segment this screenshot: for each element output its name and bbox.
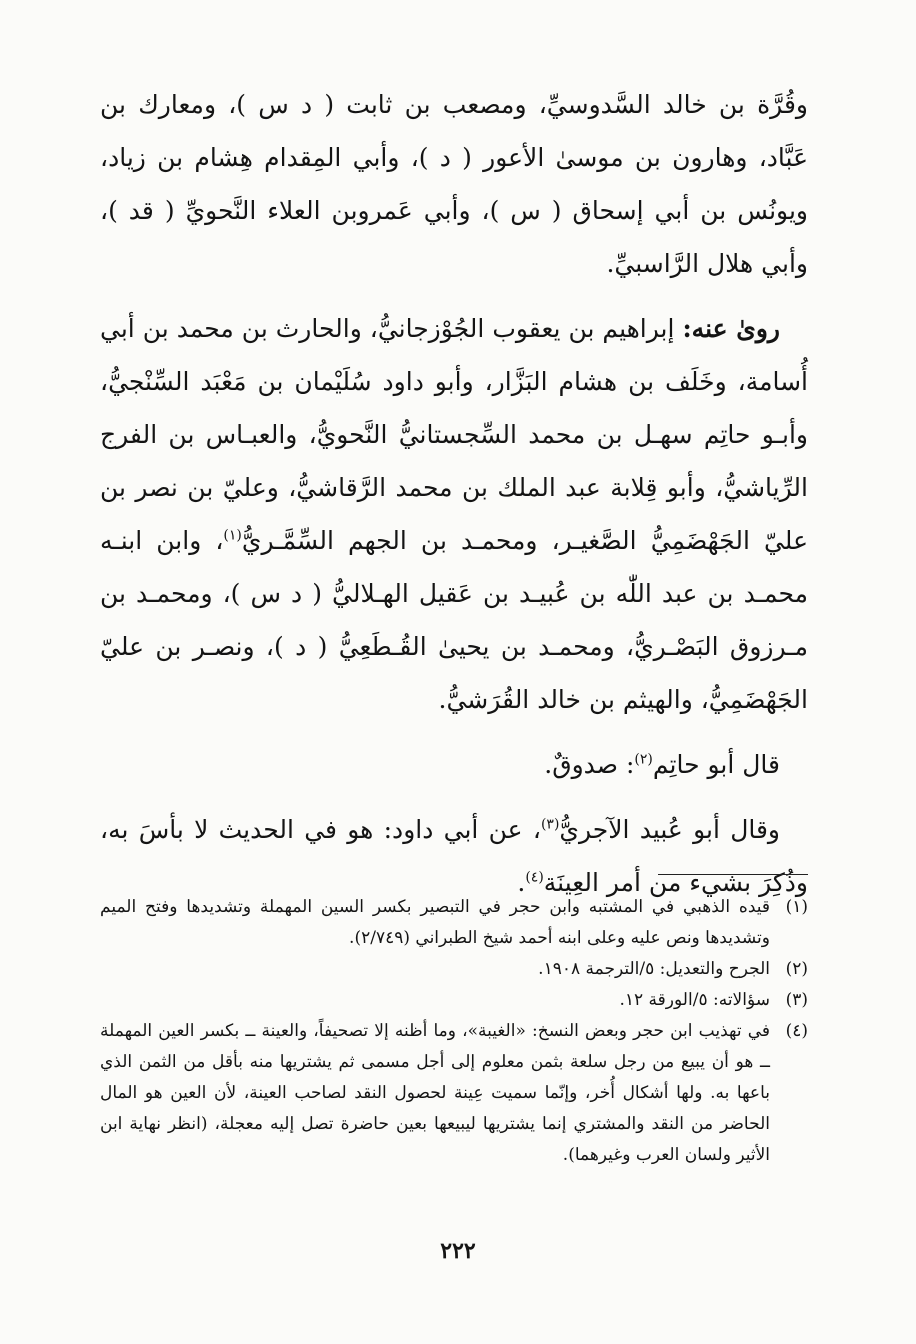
page-number: ٢٢٢: [440, 1238, 476, 1264]
paragraph-abu-hatim: [100, 738, 808, 791]
footnote-3: [100, 985, 808, 1016]
footnote-ref-2[interactable]: (٢): [634, 751, 653, 768]
footnote-separator: [658, 874, 808, 875]
ajurri-end: .: [517, 868, 526, 897]
narrators-text-cont: ، وابن ابنـه محمـد بن عبد اللّٰه بن عُبيـد بن عَقيل الهـلاليُّ ( د س )، ومحمـد بن مـرزوق البَصْـريُّ، ومحمـد بن يحيىٰ القُـطَعِيُّ ( د )، ونصـر بن عليّ الجَهْضَمِيُّ، والهيثم بن خالد القُرَشيُّ.: [100, 526, 808, 714]
narrators-heading: روىٰ عنه:: [682, 314, 781, 343]
footnote-text: الجرح والتعديل: ٥/الترجمة ١٩٠٨.: [538, 959, 770, 979]
footnote-number: (٢): [785, 959, 808, 979]
footnote-2: [100, 954, 808, 985]
footnote-4: [100, 1016, 808, 1171]
footnote-1: [100, 892, 808, 954]
abu-hatim-verdict: : صدوقٌ.: [544, 750, 635, 779]
footnote-number: (٤): [785, 1021, 808, 1041]
footnote-text: في تهذيب ابن حجر وبعض النسخ: «الغيبة»، وما أظنه إلا تصحيفاً، والعينة ــ بكسر العين المهملة ــ هو أن يبيع من رجل سلعة بثمن معلوم إلى أجل مسمى ثم يشتريها منه بأقل من الثمن الذي باعها به. ولها أشكال أُخر، وإنّما سميت عِينة لحصول النقد لصاحب العينة، لأن العين هو المال الحاضر من النقد والمشتري إنما يشتريها ليبيعها بعين حاضرة تصل إليه معجلة، (انظر نهاية ابن الأثير ولسان العرب وغيرهما).: [100, 1021, 770, 1165]
narrators-text: إبراهيم بن يعقوب الجُوْزجانيُّ، والحارث بن محمد بن أبي أُسامة، وخَلَف بن هشام البَزَّار، وأبو داود سُلَيْمان بن مَعْبَد السِّنْجيُّ، وأبـو حاتِم سهـل بن محمد السِّجستانيُّ النَّحويُّ، والعبـاس بن الفرج الرِّياشيُّ، وأبو قِلابة عبد الملك بن محمد الرَّقاشيُّ، وعليّ بن نصر بن عليّ الجَهْضَمِيُّ الصَّغيـر، ومحمـد بن الجهم السِّمَّـريُّ: [100, 314, 808, 555]
ajurri-text-cont: ، عن أبي داود: هو في الحديث لا بأسَ به، وذُكِرَ بشيء من أمر العِينَة: [100, 815, 808, 897]
abu-hatim-text: قال أبو حاتِم: [652, 750, 780, 779]
footnote-ref-1[interactable]: (١): [223, 527, 242, 544]
paragraph-teachers: وقُرَّة بن خالد السَّدوسيِّ، ومصعب بن ثابت ( د س )، ومعارك بن عَبَّاد، وهارون بن موسىٰ الأعور ( د )، وأبي المِقدام هِشام بن زياد، ويونُس بن أبي إسحاق ( س )، وأبي عَمروبن العلاء النَّحويِّ ( قد )، وأبي هلال الرَّاسبيِّ.: [100, 90, 808, 278]
footnote-number: (٣): [785, 990, 808, 1010]
footnote-ref-4[interactable]: (٤): [525, 869, 544, 886]
footnotes: [100, 892, 808, 1171]
main-text: [100, 78, 808, 921]
ajurri-text: وقال أبو عُبيد الآجريُّ: [559, 815, 780, 844]
paragraph-narrators: [100, 302, 808, 726]
footnote-text: سؤالاته: ٥/الورقة ١٢.: [619, 990, 770, 1010]
footnote-ref-3[interactable]: (٣): [540, 816, 560, 833]
footnote-number: (١): [785, 897, 808, 917]
footnote-text: قيده الذهبي في المشتبه وابن حجر في التبصير بكسر السين المهملة وتشديدها وفتح الميم وتشديدها ونص عليه وعلى ابنه أحمد شيخ الطبراني (٢/٧٤٩).: [100, 897, 770, 948]
